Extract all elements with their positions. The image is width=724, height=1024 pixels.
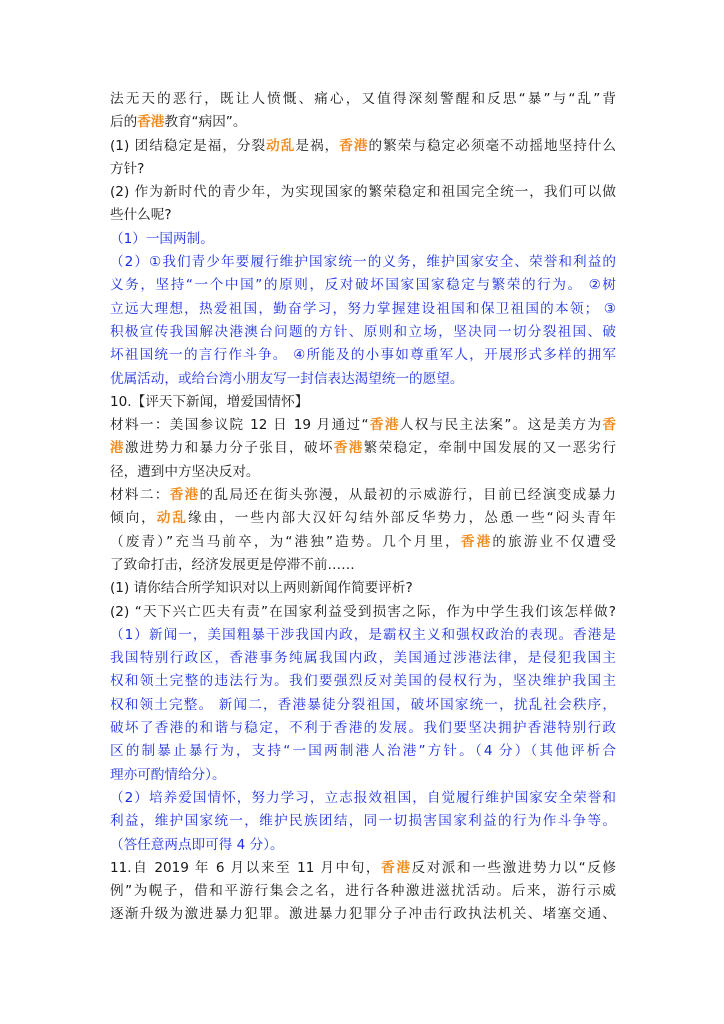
text-segment: 例”为幌子，借和平游行集会之名，进行各种激进滋扰活动。后来，游行示威 <box>110 883 616 900</box>
text-segment: 破坏了香港的和谐与稳定，不利于香港的发展。我们要坚决拥护香港特别行政 <box>110 720 616 737</box>
text-segment: 理亦可酌情给分）。 <box>110 766 226 783</box>
highlighted-keyword: 香港 <box>368 417 400 434</box>
text-segment: 义务，坚持“一个中国”的原则，反对破坏国家国家稳定与繁荣的行为。 ②树 <box>110 277 616 294</box>
text-segment: 激进势力和暴力分子张目，破坏 <box>124 440 334 457</box>
question-text-line <box>110 391 616 414</box>
answer-text-line <box>110 298 616 321</box>
question-text-line <box>110 531 616 554</box>
text-segment: 法无天的恶行，既让人愤慨、痛心，又值得深刻警醒和反思“暴”与“乱”背 <box>110 91 616 107</box>
text-segment: 教育“病因”。 <box>164 114 247 131</box>
question-text-line <box>110 111 616 134</box>
text-segment: 的乱局还在街头弥漫，从最初的示威游行，目前已经演变成暴力 <box>199 487 617 504</box>
text-segment: 倾向， <box>110 510 157 527</box>
text-segment: 11.自 2019 年 6 月以来至 11 月中旬， <box>110 859 382 876</box>
text-segment: （废青）”充当马前卒，为“港独”造势。几个月里， <box>110 533 461 550</box>
text-segment: （2）①我们青少年要履行维护国家统一的义务，维护国家安全、荣誉和利益的 <box>110 254 616 271</box>
highlighted-keyword: 香港 <box>460 533 493 550</box>
text-segment: 材料二： <box>110 487 170 504</box>
question-text-line <box>110 204 616 227</box>
answer-text-line <box>110 740 616 763</box>
question-text-line <box>110 601 616 624</box>
text-segment: 权和领土完整的违法行为。我们要强烈反对美国的侵权行为，坚决维护我国主 <box>110 673 616 690</box>
answer-text-line <box>110 368 616 391</box>
text-segment: (1) 请你结合所学知识对以上两则新闻作简要评析? <box>110 580 413 597</box>
text-segment: 是祸， <box>295 137 340 154</box>
text-segment: (2) 作为新时代的青少年，为实现国家的繁荣稳定和祖国完全统一，我们可以做 <box>110 184 616 201</box>
text-segment: 径，遭到中方坚决反对。 <box>110 463 260 480</box>
question-text-line <box>110 507 616 530</box>
question-text-line <box>110 857 616 880</box>
question-text-line <box>110 880 616 903</box>
answer-text-line <box>110 810 616 833</box>
answer-text-line <box>110 228 616 251</box>
answer-text-line <box>110 251 616 274</box>
question-text-line <box>110 484 616 507</box>
question-text-line <box>110 554 616 577</box>
answer-text-line <box>110 717 616 740</box>
question-text-line <box>110 414 616 437</box>
text-segment: (1) 团结稳定是福，分裂 <box>110 137 267 154</box>
text-segment: 了致命打击，经济发展更是停滞不前…… <box>110 556 355 573</box>
text-segment: 逐渐升级为激进暴力犯罪。激进暴力犯罪分子冲击行政执法机关、堵塞交通、 <box>110 906 616 923</box>
text-segment: 权和领土完整。 新闻二，香港暴徒分裂祖国，破坏国家统一，扰乱社会秩序， <box>110 696 616 713</box>
highlighted-keyword: 香港 <box>381 859 412 876</box>
answer-text-line <box>110 321 616 344</box>
text-segment: 些什么呢? <box>110 207 172 224</box>
highlighted-keyword: 香港 <box>339 137 369 154</box>
text-segment: 人权与民主法案”。这是美方为 <box>399 417 603 434</box>
text-segment: 优属活动，或给台湾小朋友写一封信表达渴望统一的愿望。 <box>110 370 464 387</box>
text-segment: 的繁荣与稳定必须毫不动摇地坚持什么 <box>368 137 617 154</box>
question-text-line <box>110 181 616 204</box>
text-segment: （1）一国两制。 <box>110 230 214 247</box>
question-text-line <box>110 135 616 158</box>
text-segment: 立远大理想，热爱祖国，勤奋学习，努力掌握建设祖国和保卫祖国的本领； ③ <box>110 300 616 317</box>
answer-text-line <box>110 764 616 787</box>
answer-text-line <box>110 624 616 647</box>
text-segment: 材料一：美国参议院 12 日 19 月通过“ <box>110 417 369 434</box>
answer-text-line <box>110 670 616 693</box>
document-page <box>110 88 616 927</box>
highlighted-keyword: 香 <box>602 417 616 434</box>
question-text-line <box>110 461 616 484</box>
answer-text-line <box>110 834 616 857</box>
question-text-line <box>110 903 616 926</box>
text-segment: 缘由，一些内部大汉奸勾结外部反华势力，怂恿一些“闷头青年 <box>187 510 617 527</box>
text-segment: 后的 <box>110 114 138 131</box>
question-text-line <box>110 158 616 181</box>
highlighted-keyword: 香港 <box>169 487 200 504</box>
text-segment: 10.【评天下新闻，增爱国情怀】 <box>110 393 309 410</box>
highlighted-keyword: 港 <box>110 440 125 457</box>
answer-text-line <box>110 274 616 297</box>
answer-text-line <box>110 694 616 717</box>
question-text-line <box>110 577 616 600</box>
highlighted-keyword: 动乱 <box>156 510 188 527</box>
text-segment: （答任意两点即可得 4 分）。 <box>110 836 284 853</box>
highlighted-keyword: 香港 <box>333 440 364 457</box>
text-segment: (2) “天下兴亡匹夫有责”在国家利益受到损害之际，作为中学生我们该怎样做? <box>110 603 616 620</box>
text-segment: 繁荣稳定，牵制中国发展的又一恶劣行 <box>363 440 617 457</box>
text-segment: 方针? <box>110 160 145 177</box>
question-text-line <box>110 437 616 460</box>
text-segment: 积极宣传我国解决港澳台问题的方针、原则和立场，坚决同一切分裂祖国、破 <box>110 323 616 340</box>
text-segment: （2）培养爱国情怀，努力学习，立志报效祖国，自觉履行维护国家安全荣誉和 <box>110 789 616 806</box>
text-segment: 反对派和一些激进势力以“反修 <box>411 859 617 876</box>
question-text-line <box>110 88 616 111</box>
text-segment: 利益，维护国家统一，维护民族团结，同一切损害国家利益的行为作斗争等。 <box>110 813 616 830</box>
answer-text-line <box>110 647 616 670</box>
text-segment: 的旅游业不仅遭受 <box>492 533 617 550</box>
highlighted-keyword: 香港 <box>137 114 165 131</box>
answer-text-line <box>110 787 616 810</box>
text-segment: 区的制暴止暴行为，支持“一国两制港人治港”方针。（4 分）（其他评析合 <box>110 743 616 760</box>
answer-text-line <box>110 344 616 367</box>
highlighted-keyword: 动乱 <box>266 137 296 154</box>
text-segment: 坏祖国统一的言行作斗争。 ④所能及的小事如尊重军人，开展形式多样的拥军 <box>110 347 616 364</box>
text-segment: 我国特别行政区，香港事务纯属我国内政，美国通过涉港法律，是侵犯我国主 <box>110 650 616 667</box>
text-segment: （1）新闻一，美国粗暴干涉我国内政，是霸权主义和强权政治的表现。香港是 <box>110 626 616 643</box>
